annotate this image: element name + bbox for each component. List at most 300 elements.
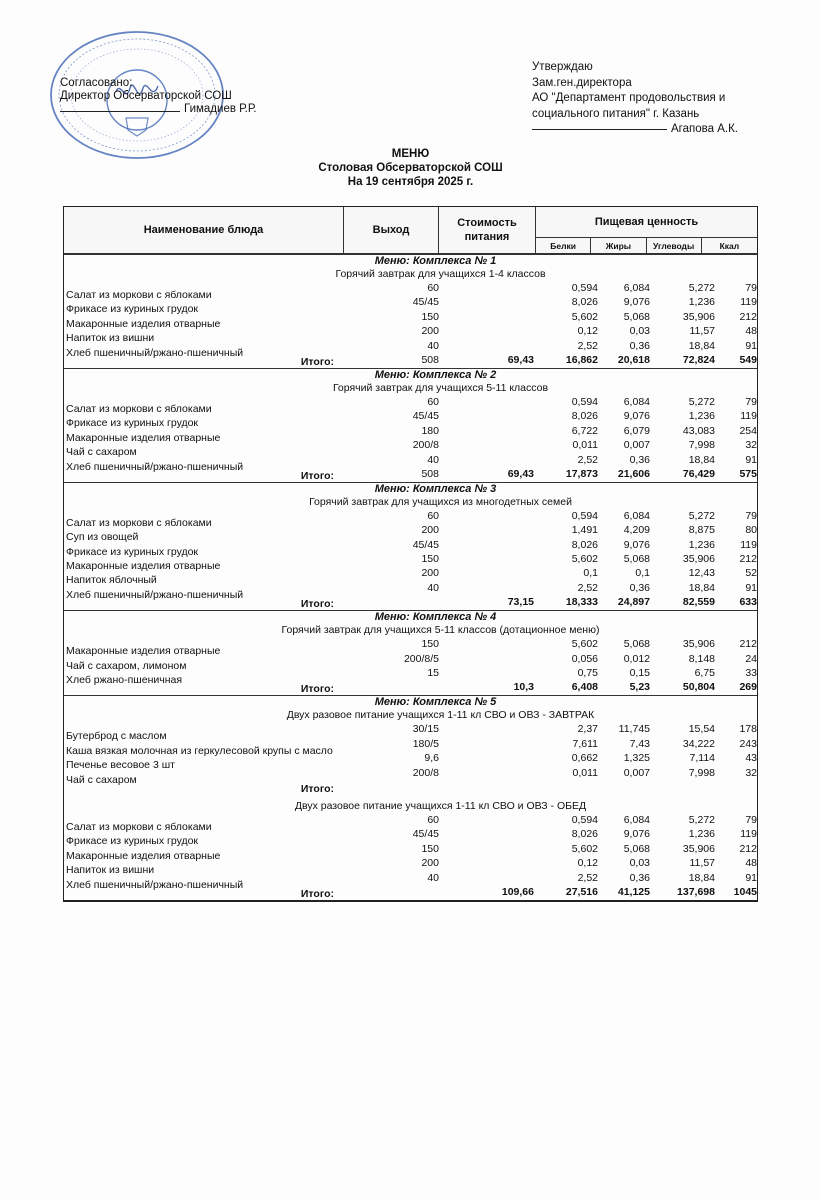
dish-kcal: 52 bbox=[745, 567, 757, 580]
dish-name: Напиток из вишни bbox=[66, 864, 155, 877]
total-output bbox=[346, 680, 439, 694]
dish-proteins: 0,12 bbox=[577, 325, 598, 338]
dish-output: 200/8 bbox=[412, 439, 439, 452]
dish-carbs: 18,84 bbox=[688, 581, 715, 594]
dish-fats: 9,076 bbox=[623, 296, 650, 309]
dish-cost bbox=[439, 766, 536, 780]
total-cost: 109,66 bbox=[501, 885, 534, 898]
dish-cost bbox=[439, 424, 536, 438]
dish-fats: 1,325 bbox=[623, 752, 650, 765]
dish-proteins: 0,594 bbox=[571, 282, 598, 294]
dish-proteins: 0,75 bbox=[577, 667, 598, 680]
total-row bbox=[64, 780, 757, 794]
dish-cost bbox=[439, 842, 536, 856]
dish-output: 150 bbox=[421, 842, 439, 855]
approval-right-signature-row bbox=[532, 122, 738, 138]
section-title: Меню: Комплекса № 1 bbox=[374, 255, 497, 267]
total-carbs bbox=[652, 780, 717, 794]
dish-name: Хлеб пшеничный/ржано-пшеничный bbox=[66, 460, 244, 473]
dish-proteins: 2,37 bbox=[577, 723, 598, 736]
total-fats: 5,23 bbox=[629, 681, 650, 694]
dish-proteins: 5,602 bbox=[571, 638, 598, 651]
dish-proteins: 0,662 bbox=[571, 752, 598, 765]
table-header bbox=[64, 207, 757, 255]
dish-output: 45/45 bbox=[412, 538, 439, 551]
dish-proteins: 7,611 bbox=[572, 737, 598, 750]
dish-fats: 9,076 bbox=[623, 410, 650, 423]
dish-cost bbox=[439, 652, 536, 666]
dish-carbs: 11,57 bbox=[689, 857, 715, 870]
dish-cost bbox=[439, 666, 536, 680]
dish-carbs: 12,43 bbox=[688, 567, 715, 580]
signature-line bbox=[532, 129, 667, 130]
header-nutrition-title: Пищевая ценность bbox=[536, 207, 757, 238]
dish-cost bbox=[439, 856, 536, 870]
dish-output: 60 bbox=[427, 509, 439, 522]
dish-carbs: 1,236 bbox=[688, 538, 715, 551]
header-kcal: Ккал bbox=[719, 240, 740, 251]
dish-name: Фрикасе из куриных грудок bbox=[66, 303, 199, 316]
dish-kcal: 33 bbox=[745, 667, 757, 680]
dish-carbs: 35,906 bbox=[682, 310, 715, 323]
total-kcal: 1045 bbox=[733, 885, 757, 898]
section-title: Меню: Комплекса № 3 bbox=[374, 482, 497, 495]
dish-cost bbox=[439, 751, 536, 765]
dish-carbs: 7,114 bbox=[689, 752, 715, 765]
header-cost bbox=[439, 207, 536, 253]
dish-name: Хлеб пшеничный/ржано-пшеничный bbox=[66, 346, 244, 359]
approval-left-position: Директор Обсерваторской СОШ bbox=[60, 90, 232, 102]
dish-fats: 4,209 bbox=[623, 524, 650, 537]
dish-fats: 5,068 bbox=[623, 553, 650, 566]
total-fats: 24,897 bbox=[617, 596, 650, 609]
table-row bbox=[64, 813, 757, 833]
dish-name: Салат из моркови с яблоками bbox=[66, 516, 212, 529]
dish-cost bbox=[439, 438, 536, 452]
approval-right-heading: Утверждаю bbox=[532, 61, 593, 73]
table-row bbox=[64, 395, 757, 415]
dish-output: 60 bbox=[427, 282, 439, 294]
dish-cost bbox=[439, 871, 536, 885]
total-carbs: 137,698 bbox=[677, 885, 715, 898]
dish-output: 45/45 bbox=[412, 296, 439, 309]
dish-cost bbox=[439, 722, 536, 736]
total-carbs: 76,429 bbox=[682, 467, 715, 480]
dish-name: Печенье весовое 3 шт bbox=[66, 759, 175, 772]
header-output: Выход bbox=[344, 207, 439, 253]
dish-name: Макаронные изделия отварные bbox=[66, 560, 221, 573]
menu-section-1 bbox=[64, 255, 757, 369]
dish-carbs: 8,875 bbox=[688, 524, 715, 537]
dish-kcal: 178 bbox=[739, 723, 757, 736]
dish-carbs: 18,84 bbox=[688, 871, 715, 884]
dish-fats: 6,079 bbox=[623, 424, 650, 437]
dish-carbs: 5,272 bbox=[688, 813, 715, 826]
dish-output: 200 bbox=[421, 857, 439, 870]
dish-name: Хлеб пшеничный/ржано-пшеничный bbox=[66, 878, 244, 891]
dish-kcal: 212 bbox=[739, 310, 757, 323]
dish-proteins: 2,52 bbox=[577, 453, 598, 466]
dish-output: 200/8 bbox=[412, 766, 439, 779]
total-label: Итого: bbox=[300, 887, 334, 900]
dish-kcal: 48 bbox=[745, 857, 757, 870]
section-subtitle: Горячий завтрак для учащихся 1-4 классов bbox=[335, 268, 546, 280]
total-label: Итого: bbox=[300, 782, 334, 795]
dish-proteins: 0,011 bbox=[572, 439, 598, 452]
dish-fats: 0,15 bbox=[629, 667, 650, 680]
header-carbs: Углеводы bbox=[647, 238, 702, 253]
total-fats: 21,606 bbox=[617, 467, 650, 480]
menu-section-5 bbox=[64, 696, 757, 900]
dish-cost bbox=[439, 566, 536, 580]
dish-kcal: 212 bbox=[739, 553, 757, 566]
dish-carbs: 35,906 bbox=[682, 842, 715, 855]
dish-output: 150 bbox=[421, 553, 439, 566]
total-output: 508 bbox=[421, 353, 439, 366]
section-subtitle: Горячий завтрак для учащихся 5-11 классов bbox=[332, 381, 549, 394]
dish-fats: 6,084 bbox=[623, 282, 650, 294]
dish-kcal: 79 bbox=[745, 282, 757, 294]
dish-fats: 0,36 bbox=[629, 871, 650, 884]
total-carbs: 50,804 bbox=[682, 681, 715, 694]
dish-fats: 0,36 bbox=[629, 339, 650, 352]
dish-proteins: 2,52 bbox=[577, 339, 598, 352]
dish-proteins: 1,491 bbox=[571, 524, 598, 537]
dish-kcal: 119 bbox=[740, 410, 757, 423]
header-name: Наименование блюда bbox=[64, 207, 344, 253]
dish-carbs: 18,84 bbox=[688, 339, 715, 352]
dish-carbs: 43,083 bbox=[682, 424, 715, 437]
dish-output: 150 bbox=[421, 310, 439, 323]
dish-kcal: 24 bbox=[745, 652, 757, 665]
total-proteins: 16,862 bbox=[565, 353, 598, 366]
dish-proteins: 8,026 bbox=[571, 828, 598, 841]
total-label: Итого: bbox=[300, 355, 334, 368]
table-row bbox=[64, 281, 757, 301]
total-cost: 69,43 bbox=[507, 353, 534, 366]
total-row bbox=[64, 680, 757, 694]
total-kcal: 575 bbox=[739, 467, 757, 480]
dish-output: 40 bbox=[427, 339, 439, 352]
dish-name: Хлеб ржано-пшеничная bbox=[66, 674, 183, 687]
dish-carbs: 5,272 bbox=[688, 282, 715, 294]
menu-section-3 bbox=[64, 483, 757, 611]
dish-name: Салат из моркови с яблоками bbox=[66, 402, 212, 415]
header-proteins: Белки bbox=[536, 238, 591, 253]
total-proteins bbox=[536, 780, 600, 794]
dish-kcal: 243 bbox=[739, 737, 757, 750]
dish-fats: 0,007 bbox=[623, 439, 650, 452]
dish-fats: 6,084 bbox=[623, 395, 650, 408]
section-rows bbox=[64, 509, 757, 601]
dish-output: 200 bbox=[421, 325, 439, 338]
dish-kcal: 91 bbox=[745, 581, 757, 594]
dish-output: 40 bbox=[427, 453, 439, 466]
dish-name: Бутерброд с маслом bbox=[66, 730, 167, 743]
section-subtitle: Горячий завтрак для учащихся из многодетных семей bbox=[309, 495, 572, 508]
dish-output: 180/5 bbox=[412, 737, 439, 750]
approval-left-block bbox=[60, 77, 257, 116]
dish-output: 40 bbox=[427, 581, 439, 594]
section-subtitle: Горячий завтрак для учащихся 5-11 классов (дотационное меню) bbox=[281, 624, 600, 637]
dish-cost bbox=[439, 637, 536, 651]
header-cost-line1: Стоимость bbox=[457, 217, 517, 229]
dish-carbs: 1,236 bbox=[688, 828, 715, 841]
dish-kcal: 119 bbox=[740, 828, 757, 841]
dish-cost bbox=[439, 509, 536, 523]
section-rows bbox=[64, 813, 757, 891]
approval-right-signatory: Агапова А.К. bbox=[671, 123, 738, 135]
dish-carbs: 6,75 bbox=[694, 667, 715, 680]
dish-cost bbox=[439, 395, 536, 409]
section-title: Меню: Комплекса № 5 bbox=[374, 696, 497, 709]
menu-section-2 bbox=[64, 369, 757, 483]
dish-carbs: 15,54 bbox=[688, 723, 715, 736]
dish-output: 45/45 bbox=[412, 828, 439, 841]
dish-name: Макаронные изделия отварные bbox=[66, 317, 221, 330]
approval-left-signature-row bbox=[60, 103, 257, 116]
dish-output: 180 bbox=[421, 424, 439, 437]
dish-carbs: 5,272 bbox=[688, 509, 715, 522]
dish-fats: 0,36 bbox=[629, 453, 650, 466]
table-row bbox=[64, 509, 757, 529]
dish-proteins: 0,594 bbox=[571, 395, 598, 408]
dish-kcal: 43 bbox=[745, 752, 757, 765]
total-label: Итого: bbox=[300, 683, 334, 696]
dish-kcal: 212 bbox=[739, 638, 757, 651]
header-cost-line2: питания bbox=[464, 231, 510, 243]
dish-proteins: 0,011 bbox=[572, 766, 598, 779]
approval-right-org-line1: АО "Департамент продовольствия и bbox=[532, 92, 726, 104]
total-cost bbox=[439, 780, 536, 794]
dish-kcal: 48 bbox=[745, 325, 757, 338]
dish-fats: 7,43 bbox=[629, 737, 650, 750]
dish-cost bbox=[439, 737, 536, 751]
total-proteins: 17,873 bbox=[565, 467, 598, 480]
total-cost: 73,15 bbox=[507, 596, 534, 609]
dish-proteins: 0,1 bbox=[583, 567, 598, 580]
dish-output: 150 bbox=[421, 638, 439, 651]
table-row bbox=[64, 637, 757, 658]
dish-fats: 6,084 bbox=[623, 509, 650, 522]
total-kcal: 633 bbox=[739, 596, 757, 609]
total-output bbox=[346, 885, 439, 899]
total-row bbox=[64, 595, 757, 609]
header-nutrition-subcols bbox=[536, 238, 757, 253]
signature-line bbox=[60, 111, 180, 112]
dish-output: 200 bbox=[421, 567, 439, 580]
dish-name: Макаронные изделия отварные bbox=[66, 431, 221, 444]
total-label: Итого: bbox=[300, 598, 334, 611]
dish-name: Хлеб пшеничный/ржано-пшеничный bbox=[66, 588, 244, 601]
dish-kcal: 91 bbox=[745, 871, 757, 884]
dish-carbs: 1,236 bbox=[688, 296, 715, 309]
menu-table bbox=[63, 206, 758, 902]
dish-carbs: 7,998 bbox=[688, 766, 715, 779]
dish-fats: 0,03 bbox=[629, 857, 650, 870]
dish-proteins: 5,602 bbox=[571, 553, 598, 566]
dish-proteins: 0,056 bbox=[571, 652, 598, 665]
header-fats: Жиры bbox=[591, 238, 646, 253]
total-carbs: 82,559 bbox=[682, 596, 715, 609]
approval-right-position: Зам.ген.директора bbox=[532, 76, 632, 89]
dish-cost bbox=[439, 813, 536, 827]
dish-name: Каша вязкая молочная из геркулесовой крупы с масло bbox=[66, 744, 333, 757]
section-rows bbox=[64, 395, 757, 473]
total-output: 508 bbox=[421, 467, 439, 480]
dish-kcal: 79 bbox=[745, 395, 757, 408]
dish-output: 40 bbox=[427, 871, 439, 884]
dish-proteins: 0,594 bbox=[571, 509, 598, 522]
dish-name: Салат из моркови с яблоками bbox=[66, 820, 212, 833]
dish-cost bbox=[439, 827, 536, 841]
dish-name: Фрикасе из куриных грудок bbox=[66, 545, 199, 558]
dish-fats: 6,084 bbox=[623, 813, 650, 826]
section-rows bbox=[64, 281, 757, 359]
total-fats: 20,618 bbox=[617, 353, 650, 366]
approval-right-block bbox=[532, 60, 738, 138]
total-carbs: 72,824 bbox=[682, 353, 715, 366]
dish-name: Чай с сахаром bbox=[66, 446, 137, 459]
section-subtitle: Двух разовое питание учащихся 1-11 кл СВО и ОВЗ - ЗАВТРАК bbox=[286, 709, 595, 722]
dish-cost bbox=[439, 538, 536, 552]
dish-kcal: 91 bbox=[745, 339, 757, 352]
menu-sections bbox=[64, 255, 757, 900]
dish-proteins: 0,12 bbox=[577, 857, 598, 870]
dish-name: Фрикасе из куриных грудок bbox=[66, 417, 199, 430]
total-output bbox=[346, 780, 439, 794]
dish-kcal: 80 bbox=[745, 524, 757, 537]
dish-carbs: 35,906 bbox=[682, 638, 715, 651]
dish-name: Фрикасе из куриных грудок bbox=[66, 835, 199, 848]
dish-proteins: 0,594 bbox=[571, 813, 598, 826]
total-kcal: 549 bbox=[739, 353, 757, 366]
section-title: Меню: Комплекса № 2 bbox=[374, 368, 497, 381]
section-subtitle: Двух разовое питание учащихся 1-11 кл СВО и ОВЗ - ОБЕД bbox=[294, 799, 587, 812]
dish-output: 15 bbox=[427, 667, 439, 680]
dish-carbs: 34,222 bbox=[682, 737, 715, 750]
dish-name: Напиток яблочный bbox=[66, 574, 157, 587]
dish-cost bbox=[439, 552, 536, 566]
menu-section-4 bbox=[64, 611, 757, 696]
dish-name: Макаронные изделия отварные bbox=[66, 645, 221, 658]
document-title bbox=[0, 147, 821, 189]
dish-cost bbox=[439, 409, 536, 423]
dish-fats: 0,007 bbox=[623, 766, 650, 779]
dish-fats: 0,03 bbox=[629, 325, 650, 338]
dish-output: 60 bbox=[427, 813, 439, 826]
dish-cost bbox=[439, 581, 536, 595]
dish-cost bbox=[439, 310, 536, 324]
dish-fats: 11,745 bbox=[618, 723, 650, 736]
dish-name: Чай с сахаром bbox=[66, 773, 137, 786]
section-rows bbox=[64, 722, 757, 786]
dish-kcal: 119 bbox=[740, 538, 757, 551]
dish-cost bbox=[439, 523, 536, 537]
title-date: На 19 сентября 2025 г. bbox=[347, 176, 474, 188]
dish-output: 60 bbox=[427, 395, 439, 408]
dish-fats: 5,068 bbox=[623, 310, 650, 323]
dish-kcal: 254 bbox=[739, 424, 757, 437]
dish-cost bbox=[439, 339, 536, 353]
dish-cost bbox=[439, 281, 536, 295]
total-proteins: 27,516 bbox=[565, 885, 598, 898]
dish-carbs: 5,272 bbox=[688, 395, 715, 408]
dish-kcal: 32 bbox=[745, 766, 757, 779]
approval-left-heading: Согласовано: bbox=[60, 77, 133, 89]
dish-proteins: 5,602 bbox=[571, 842, 598, 855]
total-kcal: 269 bbox=[739, 681, 757, 694]
dish-carbs: 7,998 bbox=[688, 439, 715, 452]
total-fats bbox=[600, 780, 652, 794]
dish-name: Чай с сахаром, лимоном bbox=[66, 659, 187, 672]
dish-kcal: 79 bbox=[745, 509, 757, 522]
dish-proteins: 6,722 bbox=[571, 424, 598, 437]
dish-kcal: 32 bbox=[745, 439, 757, 452]
dish-cost bbox=[439, 324, 536, 338]
total-cost: 10,3 bbox=[513, 681, 534, 694]
section-rows bbox=[64, 637, 757, 687]
dish-name: Суп из овощей bbox=[66, 531, 139, 544]
dish-fats: 5,068 bbox=[623, 842, 650, 855]
total-proteins: 18,333 bbox=[565, 596, 598, 609]
dish-carbs: 1,236 bbox=[688, 410, 715, 423]
dish-name: Макаронные изделия отварные bbox=[66, 849, 221, 862]
dish-proteins: 8,026 bbox=[571, 538, 598, 551]
dish-output: 200 bbox=[421, 524, 439, 537]
header-nutrition bbox=[536, 207, 757, 253]
dish-name: Салат из моркови с яблоками bbox=[66, 289, 212, 301]
dish-carbs: 8,148 bbox=[688, 652, 715, 665]
dish-proteins: 5,602 bbox=[571, 310, 598, 323]
dish-output: 9,6 bbox=[424, 752, 439, 765]
section-title: Меню: Комплекса № 4 bbox=[374, 611, 497, 624]
total-row bbox=[64, 467, 757, 481]
dish-proteins: 8,026 bbox=[571, 410, 598, 423]
dish-kcal: 212 bbox=[739, 842, 757, 855]
dish-proteins: 2,52 bbox=[577, 581, 598, 594]
table-row bbox=[64, 722, 757, 743]
dish-fats: 0,1 bbox=[635, 567, 650, 580]
total-label: Итого: bbox=[300, 469, 334, 482]
dish-fats: 5,068 bbox=[623, 638, 650, 651]
dish-fats: 0,36 bbox=[629, 581, 650, 594]
dish-kcal: 119 bbox=[740, 296, 757, 309]
dish-proteins: 2,52 bbox=[577, 871, 598, 884]
total-kcal bbox=[717, 780, 759, 794]
total-cost: 69,43 bbox=[507, 467, 534, 480]
dish-fats: 9,076 bbox=[623, 538, 650, 551]
total-row bbox=[64, 885, 757, 899]
dish-fats: 0,012 bbox=[623, 652, 650, 665]
dish-carbs: 11,57 bbox=[689, 325, 715, 338]
dish-cost bbox=[439, 453, 536, 467]
total-fats: 41,125 bbox=[617, 885, 650, 898]
dish-kcal: 79 bbox=[745, 813, 757, 826]
approval-left-signatory: Гимадиев Р.Р. bbox=[184, 103, 257, 115]
dish-kcal: 91 bbox=[745, 453, 757, 466]
total-proteins: 6,408 bbox=[571, 681, 598, 694]
total-output bbox=[346, 595, 439, 609]
dish-output: 45/45 bbox=[412, 410, 439, 423]
dish-carbs: 18,84 bbox=[688, 453, 715, 466]
title-canteen: Столовая Обсерваторской СОШ bbox=[318, 162, 503, 174]
title-menu: МЕНЮ bbox=[391, 148, 430, 160]
dish-output: 30/15 bbox=[412, 723, 439, 736]
dish-output: 200/8/5 bbox=[403, 652, 439, 665]
dish-carbs: 35,906 bbox=[682, 553, 715, 566]
dish-cost bbox=[439, 295, 536, 309]
